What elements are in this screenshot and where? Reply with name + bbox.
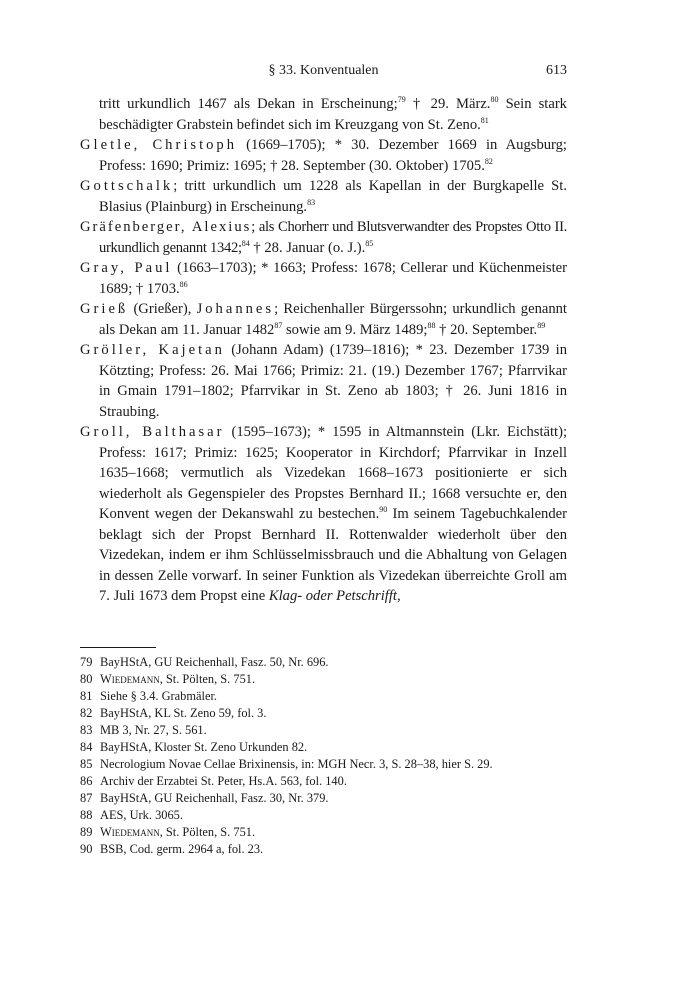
- footnote-text: BayHStA, KL St. Zeno 59, fol. 3.: [100, 706, 267, 720]
- footnote-text: Archiv der Erzabtei St. Peter, Hs.A. 563, fol. 140.: [100, 774, 347, 788]
- entry-name: Gottschalk: [80, 178, 174, 194]
- footnote-number: 84: [80, 740, 93, 754]
- footnote: [80, 654, 567, 671]
- footnote-text: Necrologium Novae Cellae Brixinensis, in: MGH Necr. 3, S. 28–38, hier S. 29.: [100, 757, 493, 771]
- footnote-author: Wiedemann: [100, 825, 160, 839]
- footnote-ref: 84: [241, 238, 250, 248]
- entry-name: Gröller, Kajetan: [80, 342, 225, 358]
- page-header: [80, 63, 567, 83]
- entry-text: ,: [396, 588, 401, 604]
- footnote-text: AES, Urk. 3065.: [100, 808, 183, 822]
- footnote-text: BayHStA, GU Reichenhall, Fasz. 50, Nr. 696.: [100, 655, 329, 669]
- entry-text: Im seinem Tagebuchkalender beklagt sich der Propst Bernhard II. Rottenwalder wiederholt über den Vizedekan, indem er ihm Schlüsselmissbrauch und die Abhaltung von Gelagen in dessen Zelle vorwarf. In seiner Funktion als Vizedekan überreichte Groll am 7. Juli 1673 dem Propst eine: [99, 506, 567, 604]
- entry-text: ; Reichenhaller Bürgerssohn; urkundlich genannt als Dekan am 11. Januar 1482: [99, 301, 567, 338]
- footnote-text: MB 3, Nr. 27, S. 561.: [100, 723, 207, 737]
- entry-griess: [80, 299, 567, 340]
- footnote-ref: 90: [379, 505, 388, 514]
- entry-text: (1663–1703); * 1663; Profess: 1678; Cellerar und Küchenmeister 1689; † 1703.: [99, 260, 567, 297]
- footnote-ref: 81: [480, 115, 489, 125]
- footnote-ref: 89: [537, 320, 546, 330]
- footnote-author: Wiedemann: [100, 672, 160, 686]
- footnote-separator: [80, 647, 156, 648]
- entry-name: Gletle, Christoph: [80, 137, 238, 153]
- page-number: 613: [546, 63, 567, 78]
- entry-text: † 20. September.: [435, 321, 538, 338]
- footnote-text: BayHStA, GU Reichenhall, Fasz. 30, Nr. 379.: [100, 791, 329, 805]
- footnote: [80, 739, 567, 756]
- footnote-number: 81: [80, 689, 93, 703]
- footnote: [80, 705, 567, 722]
- entry-name: Grieß: [80, 301, 129, 317]
- entry-continuation: [80, 94, 567, 135]
- footnote-ref: 85: [365, 238, 374, 248]
- footnote-number: 89: [80, 825, 93, 839]
- footnote-ref: 83: [307, 197, 316, 207]
- footnote-number: 85: [80, 757, 93, 771]
- entry-text: Sein stark beschädigter Grabstein befindet sich im Kreuzgang von St. Zeno.: [99, 96, 567, 133]
- body-text: [80, 94, 567, 607]
- entry-name: Gray, Paul: [80, 260, 173, 276]
- entry-gletle: [80, 135, 567, 176]
- entry-graefenberger: [80, 217, 567, 258]
- footnote-number: 82: [80, 706, 93, 720]
- footnote-text: BSB, Cod. germ. 2964 a, fol. 23.: [100, 842, 264, 856]
- footnote-number: 90: [80, 842, 93, 856]
- footnote: [80, 722, 567, 739]
- entry-text: ; als Chorherr und Blutsverwandter des Propstes Otto II. urkundlich genannt 1342;: [99, 219, 567, 256]
- entry-text: † 29. März.: [405, 96, 491, 112]
- entry-gray: [80, 258, 567, 299]
- entry-groll: [80, 422, 567, 607]
- footnote-number: 88: [80, 808, 93, 822]
- footnote: [80, 671, 567, 688]
- footnote-ref: 87: [274, 320, 283, 330]
- footnote-text: Siehe § 3.4. Grabmäler.: [100, 689, 217, 703]
- footnote-number: 83: [80, 723, 93, 737]
- footnote-ref: 86: [179, 279, 188, 289]
- footnote-number: 80: [80, 672, 93, 686]
- footnote-number: 79: [80, 655, 93, 669]
- running-title: § 33. Konventualen: [268, 63, 379, 78]
- footnote-ref: 79: [397, 95, 406, 104]
- entry-gottschalk: [80, 176, 567, 217]
- entry-name: Gräfenberger, Alexius: [80, 219, 252, 235]
- footnote: [80, 824, 567, 841]
- footnote: [80, 688, 567, 705]
- footnote-ref: 80: [490, 95, 499, 104]
- footnote-text: , St. Pölten, S. 751.: [159, 672, 256, 686]
- footnote: [80, 773, 567, 790]
- footnote-text: BayHStA, Kloster St. Zeno Urkunden 82.: [100, 740, 308, 754]
- entry-name: Johannes: [196, 301, 275, 317]
- footnote-number: 86: [80, 774, 93, 788]
- entry-text: (Johann Adam) (1739–1816); * 23. Dezember 1739 in Kötzting; Profess: 26. Mai 1766; Primiz: 21. (19.) Dezember 1767; Pfarrvikar in Gmain 1791–1802; Pfarrvikar in St. Zeno ab 1803; † 26. Juni 1816 in Straubing.: [99, 342, 567, 420]
- footnote-ref: 88: [427, 320, 436, 330]
- entry-text: sowie am 9. März 1489;: [282, 321, 428, 338]
- footnote: [80, 790, 567, 807]
- entry-text: (1595–1673); * 1595 in Altmannstein (Lkr. Eichstätt); Profess: 1617; Primiz: 1625; Kooperator in Kirchdorf; Pfarrvikar in Inzell 1635–1668; vermutlich als Vizedekan 1668–1673 positionierte er sich wiederholt als Gegenspieler des Propstes Bernhard II.; 1668 versuchte er, den Konvent wegen der Dekanswahl zu bestechen.: [99, 424, 567, 522]
- footnote-number: 87: [80, 791, 93, 805]
- footnote-ref: 82: [484, 156, 493, 166]
- entry-name: Groll, Balthasar: [80, 424, 225, 440]
- entry-groeller: [80, 340, 567, 422]
- footnote: [80, 841, 567, 858]
- entry-italic-text: Klag- oder Petschrifft: [268, 588, 397, 604]
- footnotes: [80, 654, 567, 858]
- entry-text: † 28. Januar (o. J.).: [249, 239, 366, 256]
- entry-name-variant: (Grießer),: [128, 301, 197, 317]
- entry-text: tritt urkundlich 1467 als Dekan in Erscheinung;: [99, 96, 398, 112]
- footnote: [80, 807, 567, 824]
- entry-text: (1669–1705); * 30. Dezember 1669 in Augsburg; Profess: 1690; Primiz: 1695; † 28. September (30. Oktober) 1705.: [99, 137, 567, 174]
- footnote-text: , St. Pölten, S. 751.: [159, 825, 256, 839]
- entry-text: ; tritt urkundlich um 1228 als Kapellan in der Burgkapelle St. Blasius (Plainburg) in Erscheinung.: [99, 178, 567, 215]
- footnote: [80, 756, 567, 773]
